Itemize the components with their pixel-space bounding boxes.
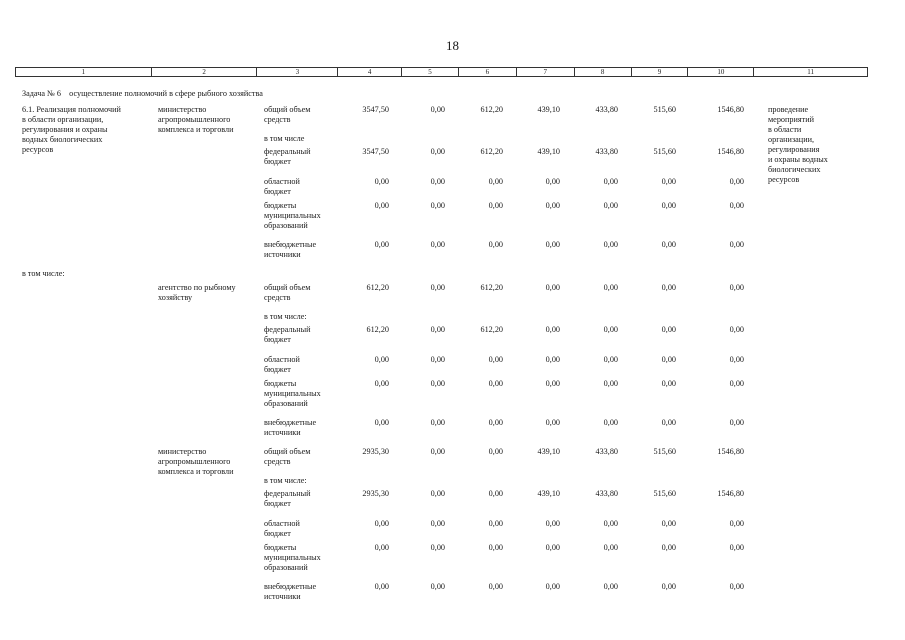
amount-cell: 0,00	[430, 447, 445, 456]
amount-cell: 515,60	[653, 489, 676, 498]
amount-cell: 612,20	[480, 283, 503, 292]
in-total-label: в том числе:	[22, 269, 65, 278]
amount-cell: 0,00	[661, 379, 676, 388]
funding-source: внебюджетные источники	[264, 582, 317, 601]
column-header: 2	[152, 68, 258, 76]
amount-cell: 0,00	[545, 582, 560, 591]
funding-source: бюджеты муниципальных образований	[264, 379, 321, 408]
amount-cell: 439,10	[537, 147, 560, 156]
funding-source: внебюджетные источники	[264, 418, 317, 437]
amount-cell: 0,00	[603, 325, 618, 334]
amount-cell: 0,00	[603, 240, 618, 249]
amount-cell: 0,00	[661, 177, 676, 186]
amount-cell: 0,00	[488, 543, 503, 552]
column-header: 4	[338, 68, 402, 76]
amount-cell: 0,00	[545, 240, 560, 249]
amount-cell: 0,00	[661, 201, 676, 210]
amount-cell: 515,60	[653, 105, 676, 114]
amount-cell: 0,00	[374, 355, 389, 364]
amount-cell: 0,00	[374, 177, 389, 186]
amount-cell: 0,00	[603, 283, 618, 292]
amount-cell: 439,10	[537, 105, 560, 114]
amount-cell: 0,00	[661, 519, 676, 528]
column-header: 3	[257, 68, 338, 76]
funding-source: общий объем средств	[264, 283, 311, 302]
amount-cell: 0,00	[545, 283, 560, 292]
amount-cell: 0,00	[603, 379, 618, 388]
amount-cell: 0,00	[603, 177, 618, 186]
executor-name: министерство агропромышленного комплекса и торговли	[158, 447, 234, 476]
page-number: 18	[446, 38, 459, 53]
funding-source: областной бюджет	[264, 177, 300, 196]
funding-source: федеральный бюджет	[264, 325, 311, 344]
amount-cell: 0,00	[729, 177, 744, 186]
in-total-sublabel: в том числе:	[264, 476, 307, 485]
section-label: 6.1. Реализация полномочий в области организации, регулирования и охраны водных биологических ресурсов	[22, 105, 121, 154]
amount-cell: 0,00	[488, 201, 503, 210]
funding-source: общий объем средств	[264, 447, 311, 466]
amount-cell: 612,20	[366, 325, 389, 334]
amount-cell: 0,00	[545, 355, 560, 364]
funding-source: областной бюджет	[264, 519, 300, 538]
amount-cell: 0,00	[729, 240, 744, 249]
executor-name: министерство агропромышленного комплекса и торговли	[158, 105, 234, 134]
amount-cell: 0,00	[545, 379, 560, 388]
amount-cell: 433,80	[595, 147, 618, 156]
amount-cell: 0,00	[430, 201, 445, 210]
column-header: 8	[575, 68, 632, 76]
amount-cell: 0,00	[729, 283, 744, 292]
amount-cell: 0,00	[430, 355, 445, 364]
amount-cell: 0,00	[661, 240, 676, 249]
amount-cell: 0,00	[430, 147, 445, 156]
task-title: Задача № 6 осуществление полномочий в сфере рыбного хозяйства	[22, 89, 263, 98]
amount-cell: 0,00	[488, 418, 503, 427]
amount-cell: 0,00	[430, 379, 445, 388]
amount-cell: 0,00	[488, 355, 503, 364]
amount-cell: 2935,30	[362, 489, 389, 498]
in-total-sublabel: в том числе	[264, 134, 305, 143]
amount-cell: 0,00	[374, 201, 389, 210]
column-header: 1	[16, 68, 152, 76]
amount-cell: 3547,50	[362, 147, 389, 156]
amount-cell: 0,00	[729, 543, 744, 552]
amount-cell: 612,20	[480, 147, 503, 156]
amount-cell: 0,00	[661, 418, 676, 427]
amount-cell: 515,60	[653, 447, 676, 456]
column-header: 6	[459, 68, 517, 76]
amount-cell: 0,00	[374, 582, 389, 591]
amount-cell: 0,00	[545, 418, 560, 427]
amount-cell: 0,00	[661, 283, 676, 292]
amount-cell: 433,80	[595, 447, 618, 456]
funding-source: областной бюджет	[264, 355, 300, 374]
amount-cell: 0,00	[545, 543, 560, 552]
amount-cell: 439,10	[537, 489, 560, 498]
amount-cell: 0,00	[603, 543, 618, 552]
amount-cell: 0,00	[603, 582, 618, 591]
executor-name: агентство по рыбному хозяйству	[158, 283, 236, 302]
funding-source: бюджеты муниципальных образований	[264, 543, 321, 572]
expected-result: проведение мероприятий в области организации, регулирования и охраны водных биологических ресурсов	[768, 105, 828, 184]
amount-cell: 439,10	[537, 447, 560, 456]
amount-cell: 0,00	[545, 177, 560, 186]
amount-cell: 0,00	[603, 519, 618, 528]
amount-cell: 612,20	[480, 105, 503, 114]
amount-cell: 3547,50	[362, 105, 389, 114]
amount-cell: 0,00	[430, 105, 445, 114]
amount-cell: 0,00	[545, 519, 560, 528]
amount-cell: 433,80	[595, 105, 618, 114]
amount-cell: 433,80	[595, 489, 618, 498]
amount-cell: 0,00	[488, 519, 503, 528]
amount-cell: 0,00	[545, 325, 560, 334]
amount-cell: 0,00	[488, 177, 503, 186]
amount-cell: 0,00	[661, 543, 676, 552]
funding-source: федеральный бюджет	[264, 147, 311, 166]
amount-cell: 0,00	[729, 325, 744, 334]
column-header: 11	[807, 68, 814, 76]
amount-cell: 0,00	[661, 355, 676, 364]
amount-cell: 0,00	[488, 582, 503, 591]
column-header: 5	[402, 68, 459, 76]
amount-cell: 0,00	[374, 519, 389, 528]
amount-cell: 0,00	[374, 379, 389, 388]
amount-cell: 0,00	[729, 355, 744, 364]
column-header: 9	[632, 68, 689, 76]
amount-cell: 1546,80	[717, 489, 744, 498]
amount-cell: 0,00	[430, 240, 445, 249]
amount-cell: 0,00	[488, 447, 503, 456]
amount-cell: 0,00	[729, 379, 744, 388]
amount-cell: 612,20	[366, 283, 389, 292]
amount-cell: 0,00	[430, 177, 445, 186]
amount-cell: 1546,80	[717, 105, 744, 114]
amount-cell: 0,00	[430, 582, 445, 591]
amount-cell: 0,00	[430, 519, 445, 528]
column-number-header	[15, 67, 868, 77]
amount-cell: 0,00	[374, 418, 389, 427]
amount-cell: 0,00	[603, 418, 618, 427]
funding-source: внебюджетные источники	[264, 240, 317, 259]
amount-cell: 0,00	[430, 325, 445, 334]
amount-cell: 0,00	[729, 582, 744, 591]
amount-cell: 612,20	[480, 325, 503, 334]
amount-cell: 0,00	[729, 519, 744, 528]
amount-cell: 0,00	[430, 489, 445, 498]
amount-cell: 0,00	[430, 543, 445, 552]
funding-source: бюджеты муниципальных образований	[264, 201, 321, 230]
amount-cell: 0,00	[430, 283, 445, 292]
in-total-sublabel: в том числе:	[264, 312, 307, 321]
amount-cell: 0,00	[545, 201, 560, 210]
amount-cell: 2935,30	[362, 447, 389, 456]
amount-cell: 1546,80	[717, 147, 744, 156]
amount-cell: 0,00	[488, 379, 503, 388]
amount-cell: 0,00	[430, 418, 445, 427]
funding-source: федеральный бюджет	[264, 489, 311, 508]
amount-cell: 0,00	[603, 355, 618, 364]
amount-cell: 0,00	[729, 418, 744, 427]
amount-cell: 0,00	[374, 240, 389, 249]
amount-cell: 0,00	[488, 489, 503, 498]
amount-cell: 0,00	[603, 201, 618, 210]
amount-cell: 0,00	[661, 582, 676, 591]
column-header: 7	[517, 68, 575, 76]
amount-cell: 0,00	[488, 240, 503, 249]
amount-cell: 0,00	[661, 325, 676, 334]
amount-cell: 515,60	[653, 147, 676, 156]
column-header: 10	[688, 68, 754, 76]
amount-cell: 0,00	[374, 543, 389, 552]
funding-source: общий объем средств	[264, 105, 311, 124]
amount-cell: 1546,80	[717, 447, 744, 456]
amount-cell: 0,00	[729, 201, 744, 210]
